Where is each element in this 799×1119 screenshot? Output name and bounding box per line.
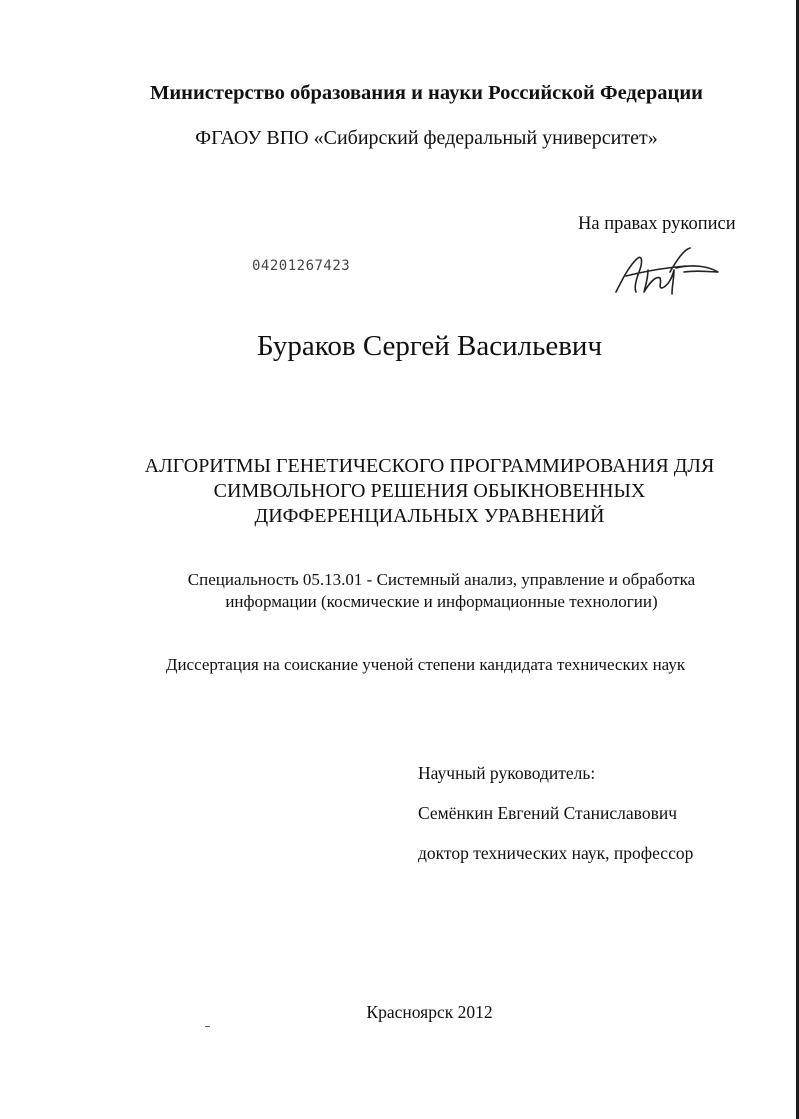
dissertation-title xyxy=(30,454,799,529)
supervisor-label: Научный руководитель: xyxy=(418,763,596,783)
university-heading: ФГАОУ ВПО «Сибирский федеральный университет» xyxy=(195,127,658,149)
title-line: ДИФФЕРЕНЦИАЛЬНЫХ УРАВНЕНИЙ xyxy=(254,505,605,527)
title-line: АЛГОРИТМЫ ГЕНЕТИЧЕСКОГО ПРОГРАММИРОВАНИЯ ДЛЯ xyxy=(144,455,715,477)
dissertation-type: Диссертация на соискание ученой степени кандидата технических наук xyxy=(165,655,686,674)
title-line: СИМВОЛЬНОГО РЕШЕНИЯ ОБЫКНОВЕННЫХ xyxy=(213,480,646,502)
specialty-line: информации (космические и информационные технологии) xyxy=(225,592,658,611)
rights-note: На правах рукописи xyxy=(578,214,736,234)
specialty-line: Специальность 05.13.01 - Системный анализ, управление и обработка xyxy=(187,570,696,589)
ministry-heading: Министерство образования и науки Российской Федерации xyxy=(150,82,703,104)
scan-mark xyxy=(205,1026,210,1027)
signature-icon xyxy=(612,242,722,298)
supervisor-name: Семёнкин Евгений Станиславович xyxy=(418,803,677,823)
registration-code: 04201267423 xyxy=(252,258,351,274)
author-name: Бураков Сергей Васильевич xyxy=(256,330,603,362)
specialty xyxy=(42,569,799,613)
city-year: Красноярск 2012 xyxy=(366,1002,493,1022)
supervisor-degree: доктор технических наук, профессор xyxy=(418,843,694,863)
